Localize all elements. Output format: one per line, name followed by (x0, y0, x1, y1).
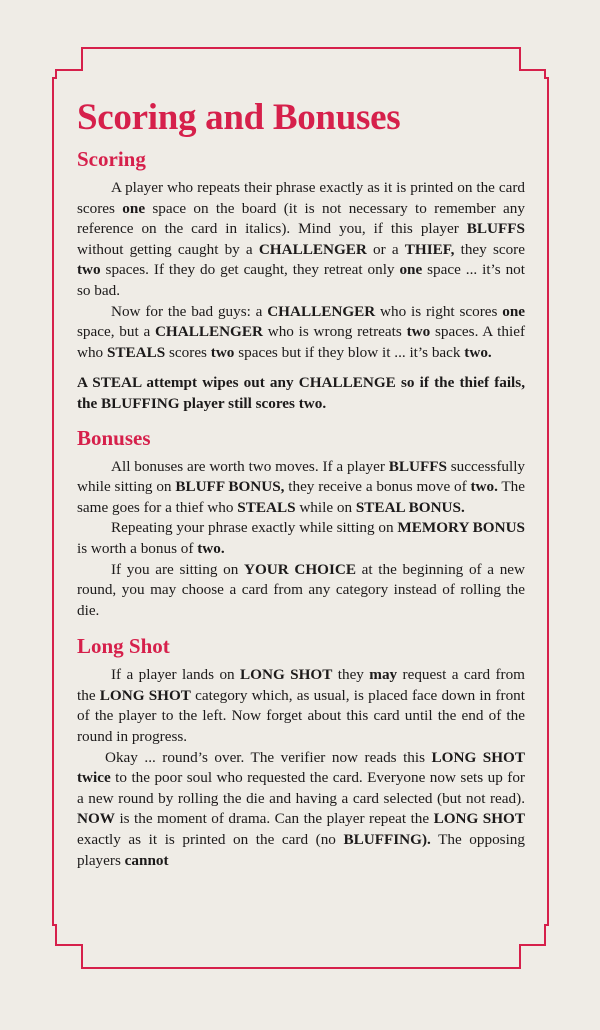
paragraph: If you are sitting on YOUR CHOICE at the beginning of a new round, you may choose a card from any category instead of rolling the die. (77, 560, 525, 619)
paragraph: Repeating your phrase exactly while sitting on MEMORY BONUS is worth a bonus of two. (77, 519, 525, 557)
page-title: Scoring and Bonuses (77, 97, 401, 138)
paragraph: Okay ... round’s over. The verifier now reads this LONG SHOT twice to the poor soul who requested the card. Everyone now sets up for a new round by rolling the die and having a card selected (but not read). NOW is the moment of drama. Can the player repeat the LONG SHOT exactly as it is printed on the card (no BLUFFING). The opposing players cannot (77, 748, 525, 869)
section-bonuses (77, 425, 525, 622)
paragraph: If a player lands on LONG SHOT they may request a card from the LONG SHOT category which, as usual, is placed face down in front of the player to the left. Now forget about this card until the end of the round in progress. (77, 666, 525, 746)
paragraph: A player who repeats their phrase exactly as it is printed on the card scores one space on the board (it is not necessary to remember any reference on the card in italics). Mind you, if this player BLUFFS without getting caught by a CHALLENGER or a THIEF, they score two spaces. If they do get caught, they retreat only one space ... it’s not so bad. (77, 179, 525, 299)
paragraph: All bonuses are worth two moves. If a player BLUFFS successfully while sitting on BLUFF BONUS, they receive a bonus move of two. The same goes for a thief who STEALS while on STEAL BONUS. (77, 457, 526, 516)
section-heading-scoring: Scoring (77, 147, 146, 171)
section-heading-long-shot: Long Shot (77, 634, 170, 659)
paragraph: Now for the bad guys: a CHALLENGER who is right scores one space, but a CHALLENGER who is wrong retreats two spaces. A thief who STEALS scores two spaces but if they blow it ... it’s back two. (77, 302, 526, 361)
section-scoring (77, 146, 525, 415)
section-long-shot (77, 633, 525, 871)
rule-note: A STEAL attempt wipes out any CHALLENGE so if the thief fails, the BLUFFING player still scores two. (77, 374, 525, 412)
section-heading-bonuses: Bonuses (77, 425, 151, 450)
page-content (77, 96, 525, 871)
